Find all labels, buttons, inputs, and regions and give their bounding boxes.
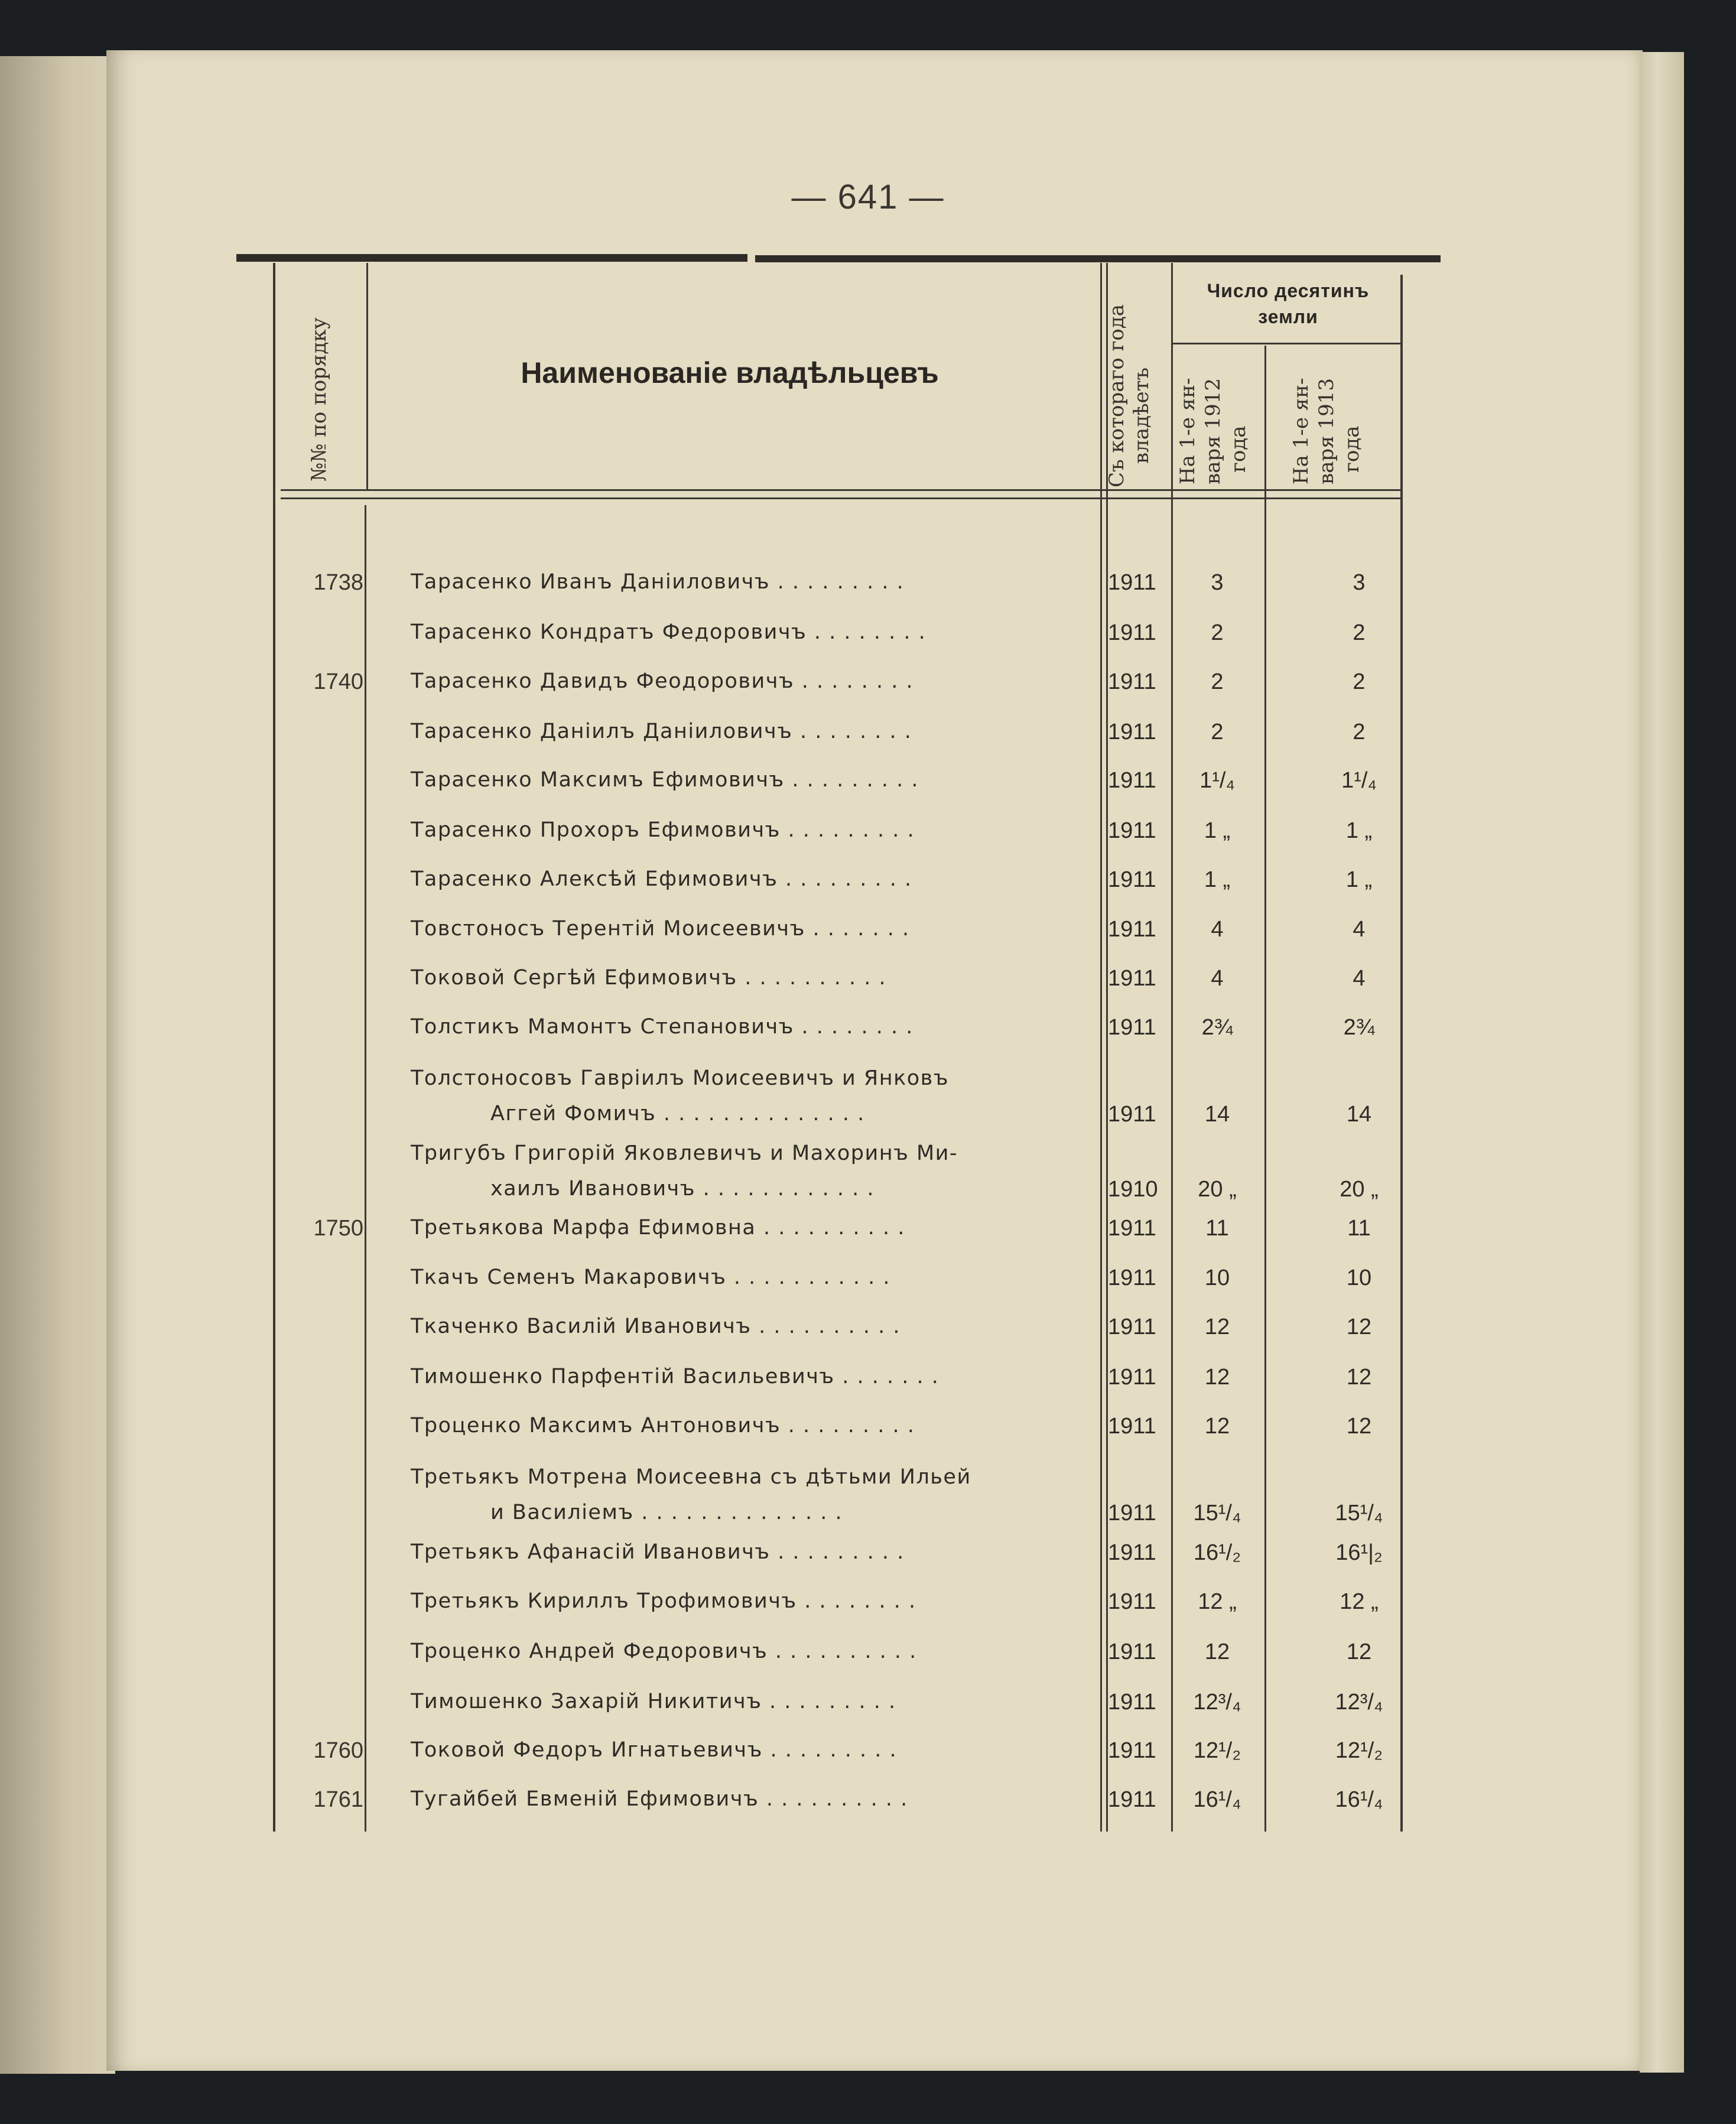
owner-name: Третьякъ Афанасій Ивановичъ . . . . . . . . . [411, 1540, 905, 1564]
since-year: 1911 [1108, 1501, 1156, 1525]
header-owner-name: Наименованіе владѣльцевъ [521, 356, 939, 389]
desyatin-1912: 12 [1204, 1640, 1230, 1664]
desyatin-1912: 12 „ [1198, 1589, 1237, 1614]
desyatin-1912: 16¹/₂ [1193, 1540, 1241, 1565]
table-left-border [273, 263, 275, 1832]
since-year: 1911 [1108, 818, 1156, 843]
desyatin-1912: 1 „ [1204, 818, 1231, 843]
since-year: 1911 [1108, 1102, 1156, 1127]
owner-name-continued: и Василіемъ . . . . . . . . . . . . . . [490, 1501, 843, 1524]
desyatin-1912: 1 „ [1204, 867, 1231, 892]
owner-name: Толстоносовъ Гавріилъ Моисеевичъ и Янковъ [411, 1066, 950, 1090]
desyatin-1912: 14 [1204, 1102, 1230, 1127]
desyatin-1912: 10 [1204, 1266, 1230, 1290]
desyatin-1912: 12³/₄ [1193, 1690, 1241, 1715]
header-bottom-rule [281, 489, 1400, 491]
desyatin-1913: 1¹/₄ [1341, 768, 1377, 793]
owner-name: Ткачъ Семенъ Макаровичъ . . . . . . . . . . . [411, 1266, 891, 1289]
since-year: 1911 [1108, 1216, 1156, 1241]
desyatin-1913: 4 [1353, 917, 1366, 942]
right-page-edge [1640, 52, 1684, 2073]
book-page [106, 50, 1643, 2071]
desyatin-1913: 2 [1353, 720, 1366, 744]
desyatin-1912: 16¹/₄ [1193, 1787, 1241, 1812]
desyatin-1913: 1 „ [1345, 867, 1373, 892]
header-1913-line1: На 1-е ян- [1289, 378, 1313, 484]
desyatin-1913: 20 „ [1340, 1177, 1379, 1202]
since-year: 1911 [1108, 1266, 1156, 1290]
owner-name: Тимошенко Парфентій Васильевичъ . . . . . . . [411, 1365, 939, 1388]
desyatin-1913: 11 [1347, 1216, 1371, 1241]
desyatin-1912: 2¾ [1201, 1015, 1233, 1040]
left-page-edge [0, 56, 115, 2074]
desyatin-1913: 16¹/₄ [1335, 1787, 1383, 1812]
desyatin-1912: 15¹/₄ [1193, 1501, 1241, 1525]
desyatin-1913: 4 [1353, 966, 1366, 991]
since-year: 1911 [1108, 570, 1156, 595]
owner-name: Ткаченко Василій Ивановичъ . . . . . . . . . . [411, 1315, 901, 1338]
desyatin-1913: 2¾ [1343, 1015, 1375, 1040]
since-year: 1911 [1108, 1540, 1156, 1565]
owner-name: Тарасенко Алексѣй Ефимовичъ . . . . . . . . . [411, 867, 912, 891]
owner-name: Тарасенко Прохоръ Ефимовичъ . . . . . . . . . [411, 818, 915, 842]
owner-name: Тарасенко Иванъ Даніиловичъ . . . . . . . . . [411, 570, 905, 594]
desyatin-1912: 11 [1205, 1216, 1229, 1241]
desyatin-1912: 1¹/₄ [1199, 768, 1235, 793]
header-bottom-rule-2 [281, 497, 1400, 499]
since-year: 1911 [1108, 1690, 1156, 1715]
desyatin-1913: 1 „ [1345, 818, 1373, 843]
land-group-underline [1173, 343, 1400, 344]
owner-name-continued: хаилъ Ивановичъ . . . . . . . . . . . . [490, 1177, 874, 1201]
row-number: 1760 [313, 1738, 363, 1763]
header-1913-line3: года [1340, 425, 1364, 473]
since-year: 1911 [1108, 1414, 1156, 1439]
owner-name: Третьякова Марфа Ефимовна . . . . . . . . . . [411, 1216, 905, 1240]
desyatin-1912: 4 [1211, 917, 1224, 942]
row-number: 1740 [313, 669, 363, 694]
owner-name: Тарасенко Максимъ Ефимовичъ . . . . . . . . . [411, 768, 919, 792]
owner-name: Тарасенко Кондратъ Федоровичъ . . . . . . . . [411, 620, 926, 644]
owner-name-continued: Аггей Фомичъ . . . . . . . . . . . . . . [490, 1102, 865, 1126]
owner-name: Тригубъ Григорій Яковлевичъ и Махоринъ Ми- [411, 1141, 958, 1165]
header-1912-line2: варя 1912 [1201, 378, 1225, 484]
desyatin-1912: 2 [1211, 669, 1224, 694]
since-year: 1911 [1108, 1589, 1156, 1614]
owner-name: Троценко Максимъ Антоновичъ . . . . . . . . . [411, 1414, 915, 1437]
desyatin-1913: 14 [1346, 1102, 1372, 1127]
top-rule-left [236, 254, 747, 262]
desyatin-1912: 12 [1204, 1365, 1230, 1390]
desyatin-1913: 12³/₄ [1335, 1690, 1383, 1715]
since-year: 1911 [1108, 1315, 1156, 1339]
desyatin-1912: 4 [1211, 966, 1224, 991]
owner-name: Тимошенко Захарій Никитичъ . . . . . . . . . [411, 1690, 896, 1713]
since-year: 1911 [1108, 1365, 1156, 1390]
top-rule-right [755, 255, 1441, 262]
header-land-line1: Число десятинъ [1207, 280, 1370, 301]
header-1913-line2: варя 1913 [1315, 378, 1338, 484]
since-year: 1910 [1108, 1177, 1158, 1202]
header-since-year-line2: владѣетъ [1130, 367, 1153, 464]
desyatin-1913: 12 [1346, 1315, 1372, 1339]
desyatin-1912: 3 [1211, 570, 1224, 595]
desyatin-1912: 20 „ [1198, 1177, 1237, 1202]
header-1912-line1: На 1-е ян- [1176, 378, 1199, 484]
since-year: 1911 [1108, 1640, 1156, 1664]
since-year: 1911 [1108, 966, 1156, 991]
header-land-group [1176, 278, 1400, 330]
desyatin-1913: 12 [1346, 1640, 1372, 1664]
desyatin-1913: 3 [1353, 570, 1366, 595]
owner-name: Третьякъ Кириллъ Трофимовичъ . . . . . . . . [411, 1589, 916, 1613]
since-year: 1911 [1108, 1015, 1156, 1040]
desyatin-1913: 10 [1346, 1266, 1372, 1290]
page-number: — 641 — [791, 178, 945, 216]
desyatin-1912: 2 [1211, 720, 1224, 744]
header-number: №№ по порядку [307, 317, 331, 482]
owner-name: Токовой Федоръ Игнатьевичъ . . . . . . . . . [411, 1738, 898, 1762]
desyatin-1912: 12 [1204, 1315, 1230, 1339]
owner-name: Тарасенко Давидъ Феодоровичъ . . . . . . . . [411, 669, 914, 693]
desyatin-1913: 16¹|₂ [1335, 1540, 1383, 1565]
owner-name: Толстикъ Мамонтъ Степановичъ . . . . . . . . [411, 1015, 913, 1039]
since-year: 1911 [1108, 867, 1156, 892]
since-year: 1911 [1108, 669, 1156, 694]
desyatin-1913: 12 [1346, 1414, 1372, 1439]
since-year: 1911 [1108, 1738, 1156, 1763]
owner-name: Товстоносъ Терентій Моисеевичъ . . . . . . . [411, 917, 910, 941]
since-year: 1911 [1108, 620, 1156, 645]
desyatin-1913: 15¹/₄ [1335, 1501, 1383, 1525]
desyatin-1913: 2 [1353, 669, 1366, 694]
desyatin-1913: 12 [1346, 1365, 1372, 1390]
desyatin-1913: 12 „ [1340, 1589, 1379, 1614]
owner-name: Тарасенко Даніилъ Даніиловичъ . . . . . . . . [411, 720, 912, 743]
row-number: 1761 [313, 1787, 363, 1812]
desyatin-1913: 2 [1353, 620, 1366, 645]
owner-name: Троценко Андрей Федоровичъ . . . . . . . . . . [411, 1640, 917, 1663]
desyatin-1912: 12¹/₂ [1193, 1738, 1241, 1763]
desyatin-1912: 12 [1204, 1414, 1230, 1439]
owner-name: Токовой Сергѣй Ефимовичъ . . . . . . . . . . [411, 966, 887, 990]
since-year: 1911 [1108, 720, 1156, 744]
desyatin-1912: 2 [1211, 620, 1224, 645]
header-since-year-line1: Съ котораго года [1105, 304, 1129, 487]
number-col-divider-body [365, 505, 366, 1832]
owner-name: Третьякъ Мотрена Моисеевна съ дѣтьми Ильей [411, 1465, 971, 1489]
desyatin-1913: 12¹/₂ [1335, 1738, 1383, 1763]
row-number: 1738 [313, 570, 363, 595]
since-year: 1911 [1108, 768, 1156, 793]
since-year: 1911 [1108, 917, 1156, 942]
header-land-line2: земли [1258, 306, 1318, 327]
since-year: 1911 [1108, 1787, 1156, 1812]
owner-name: Тугайбей Евменій Ефимовичъ . . . . . . . . . . [411, 1787, 908, 1811]
header-1912-line3: года [1227, 425, 1250, 473]
row-number: 1750 [313, 1216, 363, 1241]
